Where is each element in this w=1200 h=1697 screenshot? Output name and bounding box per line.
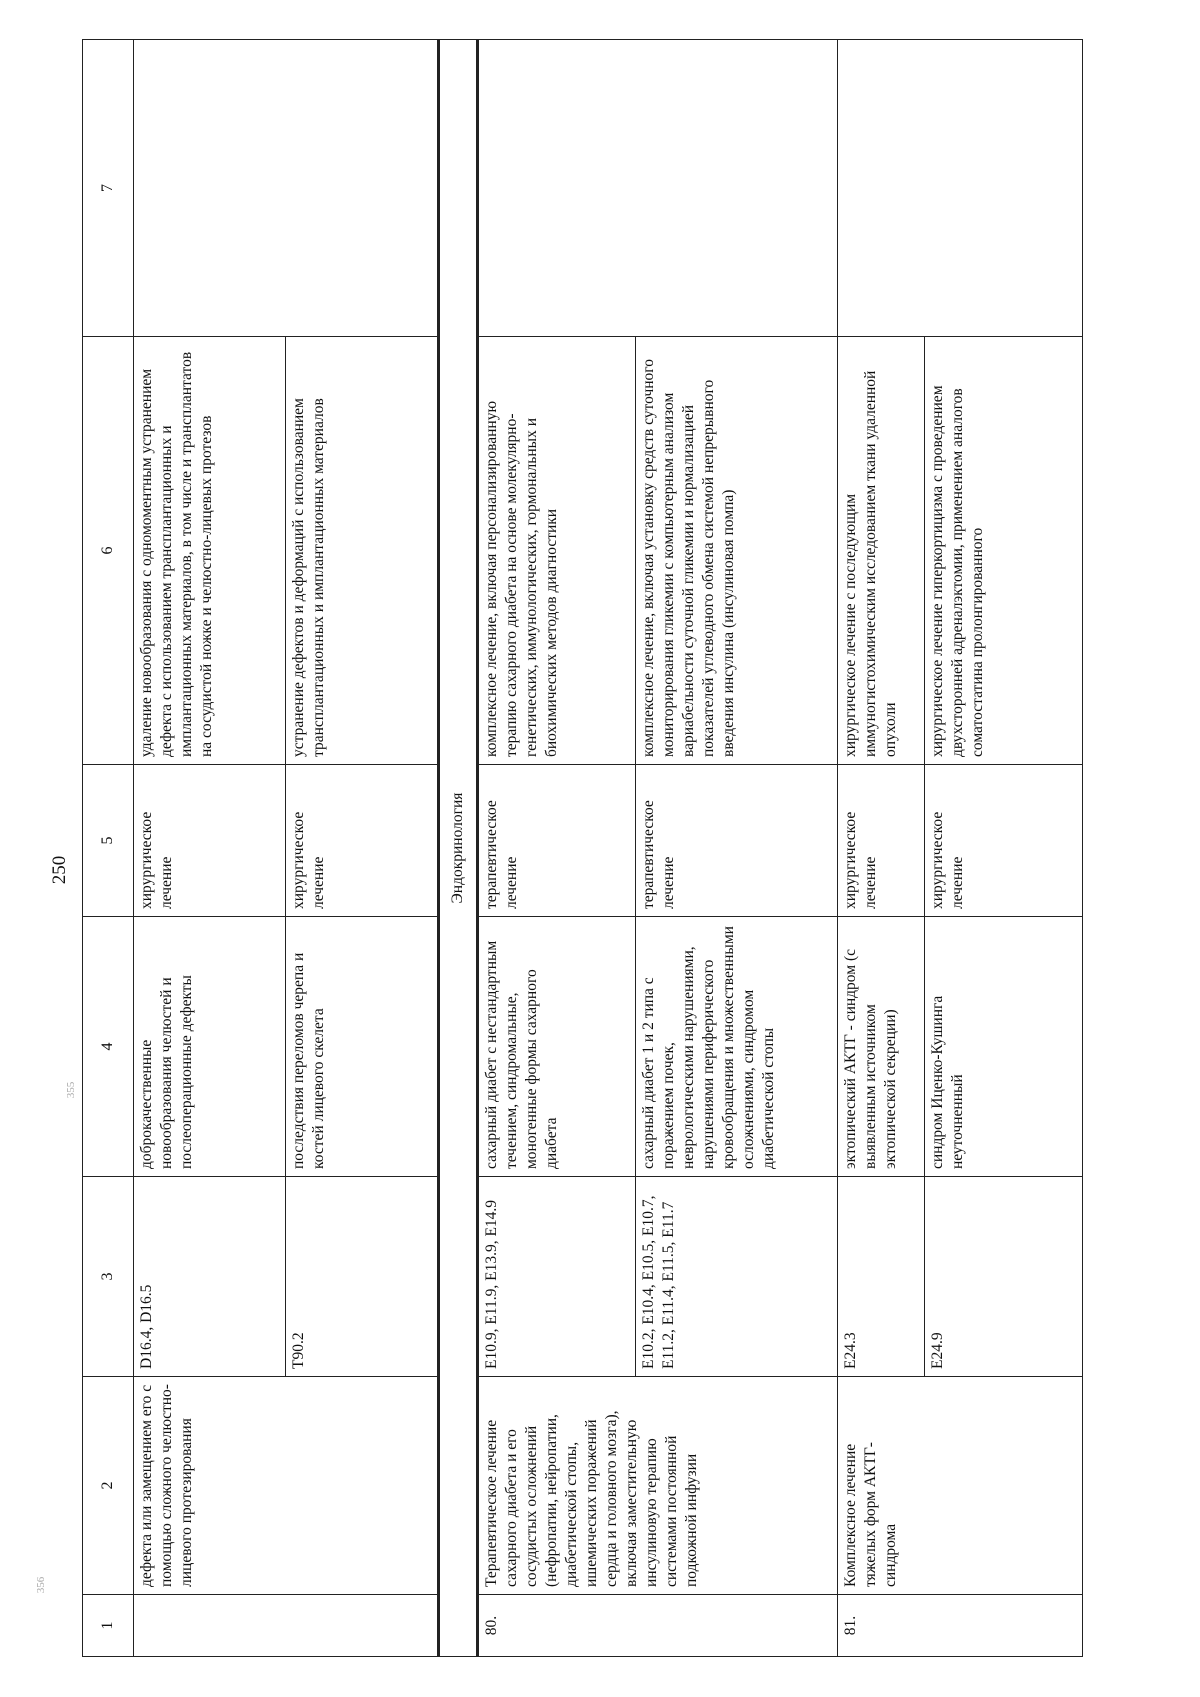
icd-code: E10.9, E11.9, E13.9, E14.9: [483, 1199, 500, 1369]
section-title: Эндокринология: [439, 40, 478, 1657]
patient-model: эктопический АКТГ - синдром (с выявленным источником эктопической секреции): [842, 949, 899, 1169]
table-row-80: [478, 40, 838, 1657]
header-cell: 3: [83, 1177, 134, 1377]
treatment-method: комплексное лечение, включая персонализированную терапию сахарного диабета на основе молекулярно-генетических, иммунологических, гормональных и биохимических методов диагностики: [483, 400, 560, 757]
patient-model-cell: [478, 917, 838, 1177]
table-row-81: [838, 40, 1083, 1657]
header-cell: 7: [83, 40, 134, 337]
patient-model: сахарный диабет с нестандартным течением, синдромальные, моногенные формы сахарного диабета: [483, 940, 560, 1169]
care-type-cell: Терапевтическое лечение сахарного диабета и его сосудистых осложнений (нефропатии, нейропатии, диабетической стопы, ишемических поражений сердца и головного мозга), включая заместительную инсулиновую терапию системами постоянной подкожной инфузии: [478, 1377, 838, 1595]
scan-mark: 356: [35, 1576, 47, 1594]
treatment-method: хирургическое лечение гиперкортицизма с проведением двухсторонней адреналэктомии, применением аналогов соматостатина пролонгированного: [924, 337, 991, 764]
header-cell: 1: [83, 1595, 134, 1657]
icd-code: T90.2: [285, 1177, 312, 1376]
icd-code-cell: [478, 1177, 838, 1377]
row-number: 81.: [838, 1595, 1083, 1657]
cost-cell: [478, 40, 838, 337]
treatment-type: хирургическое лечение: [924, 765, 971, 916]
section-row: [439, 40, 478, 1657]
treatment-method: комплексное лечение, включая установку средств суточного мониторирования гликемии с компьютерным анализом вариабельности суточной гликемии и нормализацией показателей углеводного обмена системой непрерывного введения инсулина (инсулиновая помпа): [635, 337, 742, 764]
icd-code: E24.9: [924, 1177, 951, 1376]
header-cell: 6: [83, 337, 134, 765]
treatment-type-cell: [478, 765, 838, 917]
header-cell: 4: [83, 917, 134, 1177]
treatment-method-cell: [478, 337, 838, 765]
treatment-type: хирургическое лечение: [285, 765, 332, 916]
cost-cell: [838, 40, 1083, 337]
treatment-method-cell: [134, 337, 439, 765]
patient-model: последствия переломов черепа и костей лицевого скелета: [285, 917, 332, 1176]
patient-model: доброкачественные новообразования челюстей и послеоперационные дефекты: [138, 975, 195, 1169]
treatment-method-cell: [838, 337, 1083, 765]
treatment-method: удаление новообразования с одномоментным устранением дефекта с использованием трансплантационных и имплантационных материалов, в том числе и трансплантатов на сосудистой ножке и челюстно-лицевых протезов: [138, 351, 215, 757]
treatment-type: терапевтическое лечение: [483, 800, 520, 909]
icd-code: D16.4, D16.5: [138, 1284, 155, 1369]
treatment-type-cell: [134, 765, 439, 917]
header-cell: 2: [83, 1377, 134, 1595]
care-type-cell: дефекта или замещением его с помощью сложного челюстно-лицевого протезирования: [134, 1377, 439, 1595]
icd-code-cell: [838, 1177, 1083, 1377]
treatment-method: хирургическое лечение с последующим иммуногистохимическим исследованием ткани удаленной опухоли: [842, 370, 899, 757]
row-number-cell: [134, 1595, 439, 1657]
table-row-continued: [134, 40, 439, 1657]
treatment-method: устранение дефектов и деформаций с использованием трансплантационных и имплантационных материалов: [285, 337, 332, 764]
treatment-type-cell: [838, 765, 1083, 917]
row-number: 80.: [478, 1595, 838, 1657]
treatment-type: хирургическое лечение: [138, 811, 175, 909]
scan-mark: 355: [65, 1081, 77, 1099]
patient-model: синдром Иценко-Кушинга неуточненный: [924, 917, 971, 1176]
icd-code: E24.3: [842, 1332, 859, 1369]
header-row: [83, 40, 134, 1657]
icd-code: E10.2, E10.4, E10.5, E10.7, E11.2, E11.4, E11.5, E11.7: [635, 1177, 682, 1376]
page-number: 250: [49, 855, 70, 885]
patient-model: сахарный диабет 1 и 2 типа с поражением почек, неврологическими нарушениями, нарушениями периферического кровообращения и множественными осложнениями, синдромом диабетической стопы: [635, 917, 782, 1176]
medical-care-table: [82, 39, 1083, 1657]
care-type-cell: Комплексное лечение тяжелых форм АКТГ-синдрома: [838, 1377, 1083, 1595]
patient-model-cell: [134, 917, 439, 1177]
rotated-table-container: [82, 40, 1134, 1657]
icd-code-cell: [134, 1177, 439, 1377]
header-cell: 5: [83, 765, 134, 917]
cost-cell: [134, 40, 439, 337]
treatment-type: терапевтическое лечение: [635, 765, 682, 916]
patient-model-cell: [838, 917, 1083, 1177]
treatment-type: хирургическое лечение: [842, 811, 879, 909]
